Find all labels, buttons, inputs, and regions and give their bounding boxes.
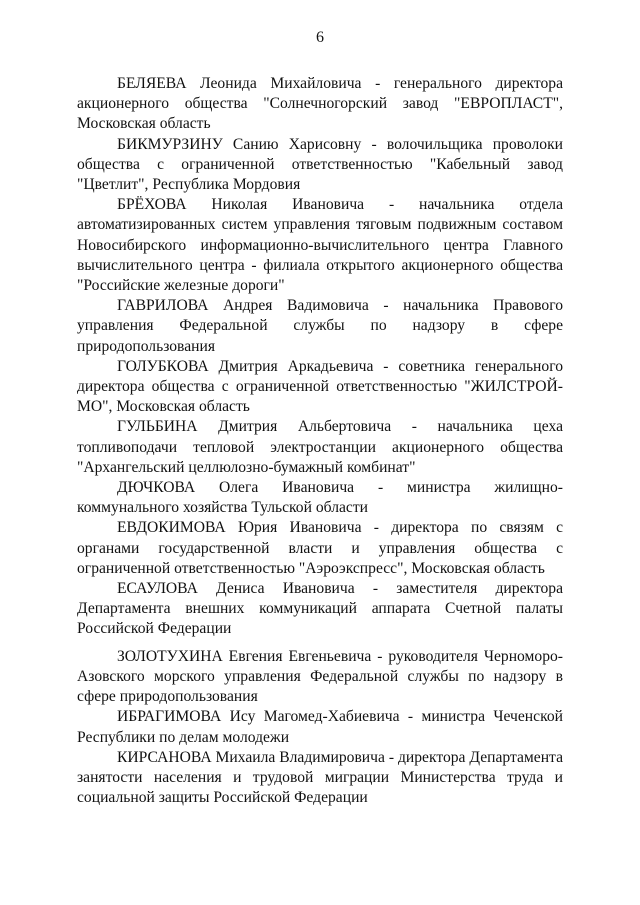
list-item: БРЁХОВА Николая Ивановича - начальника отдела автоматизированных систем управления тяговым подвижным составом Новосибирского информационно-вычислительного центра Главного вычислительного центра - филиала открытого акционерного общества "Российские железные дороги" xyxy=(77,196,563,295)
list-item: КИРСАНОВА Михаила Владимировича - директора Департамента занятости населения и трудовой миграции Министерства труда и социальной защиты Российской Федерации xyxy=(77,748,563,807)
list-item: БЕЛЯЕВА Леонида Михайловича - генерального директора акционерного общества "Солнечногорский завод "ЕВРОПЛАСТ", Московская область xyxy=(77,75,563,133)
list-item: ЗОЛОТУХИНА Евгения Евгеньевича - руководителя Черноморо-Азовского морского управления Федеральной службы по надзору в сфере природопользования xyxy=(77,647,563,706)
list-item: ГОЛУБКОВА Дмитрия Аркадьевича - советника генерального директора общества с ограниченной ответственностью "ЖИЛСТРОЙ-МО", Московская область xyxy=(77,357,563,416)
list-item: ИБРАГИМОВА Ису Магомед-Хабиевича - министра Чеченской Республики по делам молодежи xyxy=(77,708,563,746)
list-item: БИКМУРЗИНУ Санию Харисовну - волочильщика проволоки общества с ограниченной ответственностью "Кабельный завод "Цветлит", Республика Мордовия xyxy=(77,135,563,194)
list-item: ЕВДОКИМОВА Юрия Ивановича - директора по связям с органами государственной власти и управления общества с ограниченной ответственностью "Аэроэкспресс", Московская область xyxy=(77,519,563,577)
list-item: ГУЛЬБИНА Дмитрия Альбертовича - начальника цеха топливоподачи тепловой электростанции акционерного общества "Архангельский целлюлозно-бумажный комбинат" xyxy=(77,418,563,476)
list-item: ГАВРИЛОВА Андрея Вадимовича - начальника Правового управления Федеральной службы по надзору в сфере природопользования xyxy=(77,297,563,355)
list-item: ДЮЧКОВА Олега Ивановича - министра жилищно-коммунального хозяйства Тульской области xyxy=(77,479,563,517)
award-list xyxy=(77,74,563,808)
page-number: 6 xyxy=(316,29,324,46)
list-item: ЕСАУЛОВА Дениса Ивановича - заместителя директора Департамента внешних коммуникаций аппарата Счетной палаты Российской Федерации xyxy=(77,580,563,638)
